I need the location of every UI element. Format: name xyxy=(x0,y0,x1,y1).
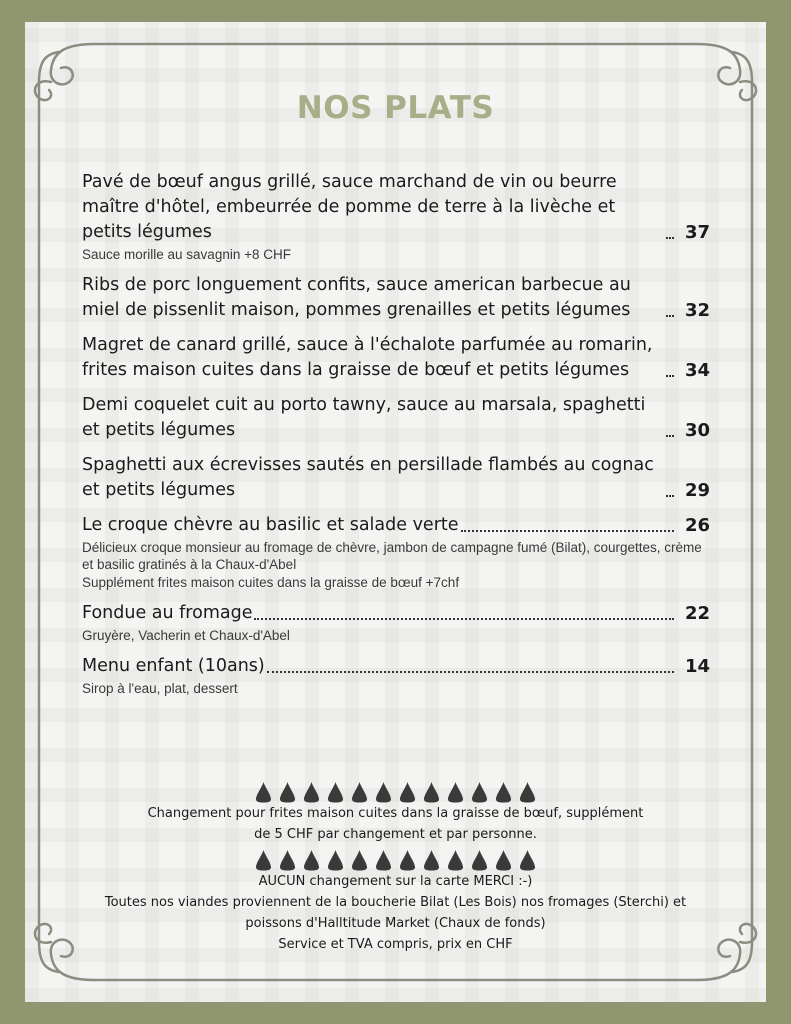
dish-price: 29 xyxy=(684,480,710,501)
drop-icon xyxy=(351,781,368,803)
menu-page xyxy=(25,22,766,1002)
drop-icon xyxy=(447,781,464,803)
page-title: NOS PLATS xyxy=(296,90,495,126)
drop-icon xyxy=(519,849,536,871)
dish-name: Ribs de porc longuement confits, sauce american barbecue au miel de pissenlit maison, pommes grenailles et petits légumes xyxy=(82,275,631,320)
dish-list xyxy=(82,170,710,707)
dish-line xyxy=(82,170,710,245)
dish-line xyxy=(82,513,710,538)
dish-price: 14 xyxy=(684,656,710,677)
change-note-line1: Changement pour frites maison cuites dans la graisse de bœuf, supplément xyxy=(147,806,644,821)
drop-icon xyxy=(447,849,464,871)
dot-leader xyxy=(666,374,674,377)
drop-icon xyxy=(471,781,488,803)
dot-leader xyxy=(267,670,674,673)
drop-icon xyxy=(303,849,320,871)
no-change-note: AUCUN changement sur la carte MERCI :-) xyxy=(258,874,533,889)
dish-price: 32 xyxy=(684,300,710,321)
drop-icon xyxy=(495,781,512,803)
drop-icon xyxy=(351,849,368,871)
dish-name: Demi coquelet cuit au porto tawny, sauce au marsala, spaghetti et petits légumes xyxy=(82,395,646,440)
dish-item xyxy=(82,513,710,591)
dot-leader xyxy=(461,529,674,532)
dish-note: Sauce morille au savagnin +8 CHF xyxy=(82,247,291,262)
dot-leader xyxy=(254,617,674,620)
dish-name: Le croque chèvre au basilic et salade verte xyxy=(82,515,459,535)
dish-name: Menu enfant (10ans) xyxy=(82,656,265,676)
dish-note: Supplément frites maison cuites dans la graisse de bœuf +7chf xyxy=(82,575,460,590)
dish-item xyxy=(82,170,710,263)
drop-icon xyxy=(375,781,392,803)
dish-line xyxy=(82,333,710,383)
dish-price: 34 xyxy=(684,360,710,381)
dish-line xyxy=(82,453,710,503)
dish-note: Délicieux croque monsieur au fromage de chèvre, jambon de campagne fumé (Bilat), courgettes, crème et basilic gratinés à la Chaux-d'Abel xyxy=(82,540,702,572)
drop-icon xyxy=(519,781,536,803)
dish-item xyxy=(82,333,710,383)
dish-note: Sirop à l'eau, plat, dessert xyxy=(82,681,238,696)
dot-leader xyxy=(666,236,674,239)
drop-icon xyxy=(375,849,392,871)
drop-icon xyxy=(279,849,296,871)
drop-icon xyxy=(399,849,416,871)
dish-price: 37 xyxy=(684,222,710,243)
dish-line xyxy=(82,393,710,443)
sources-note-line1: Toutes nos viandes proviennent de la boucherie Bilat (Les Bois) nos fromages (Sterchi) et xyxy=(104,895,687,910)
decorative-drops-top xyxy=(45,777,746,803)
dot-leader xyxy=(666,434,674,437)
dish-name: Fondue au fromage xyxy=(82,603,253,623)
drop-icon xyxy=(279,781,296,803)
change-note-line2: de 5 CHF par changement et par personne. xyxy=(254,827,537,842)
sources-note-line2: poissons d'Halltitude Market (Chaux de fonds) xyxy=(245,916,546,931)
dot-leader xyxy=(666,494,674,497)
dot-leader xyxy=(666,314,674,317)
footer-notes xyxy=(45,777,746,955)
dish-price: 26 xyxy=(684,515,710,536)
drop-icon xyxy=(255,781,272,803)
dish-name: Pavé de bœuf angus grillé, sauce marchand de vin ou beurre maître d'hôtel, embeurrée de pomme de terre à la livèche et petits légumes xyxy=(82,172,617,242)
dish-line xyxy=(82,601,710,626)
dish-item xyxy=(82,654,710,697)
drop-icon xyxy=(327,781,344,803)
dish-name: Magret de canard grillé, sauce à l'échalote parfumée au romarin, frites maison cuites dans la graisse de bœuf et petits légumes xyxy=(82,335,653,380)
drop-icon xyxy=(423,781,440,803)
decorative-drops-bottom xyxy=(45,845,746,871)
dish-note: Gruyère, Vacherin et Chaux-d'Abel xyxy=(82,628,290,643)
dish-price: 30 xyxy=(684,420,710,441)
dish-line xyxy=(82,654,710,679)
dish-item xyxy=(82,601,710,644)
service-note: Service et TVA compris, prix en CHF xyxy=(278,937,513,952)
dish-name: Spaghetti aux écrevisses sautés en persillade flambés au cognac et petits légumes xyxy=(82,455,654,500)
drop-icon xyxy=(495,849,512,871)
dish-price: 22 xyxy=(684,603,710,624)
drop-icon xyxy=(327,849,344,871)
dish-line xyxy=(82,273,710,323)
drop-icon xyxy=(471,849,488,871)
drop-icon xyxy=(303,781,320,803)
drop-icon xyxy=(255,849,272,871)
dish-item xyxy=(82,273,710,323)
dish-item xyxy=(82,393,710,443)
dish-item xyxy=(82,453,710,503)
drop-icon xyxy=(423,849,440,871)
drop-icon xyxy=(399,781,416,803)
